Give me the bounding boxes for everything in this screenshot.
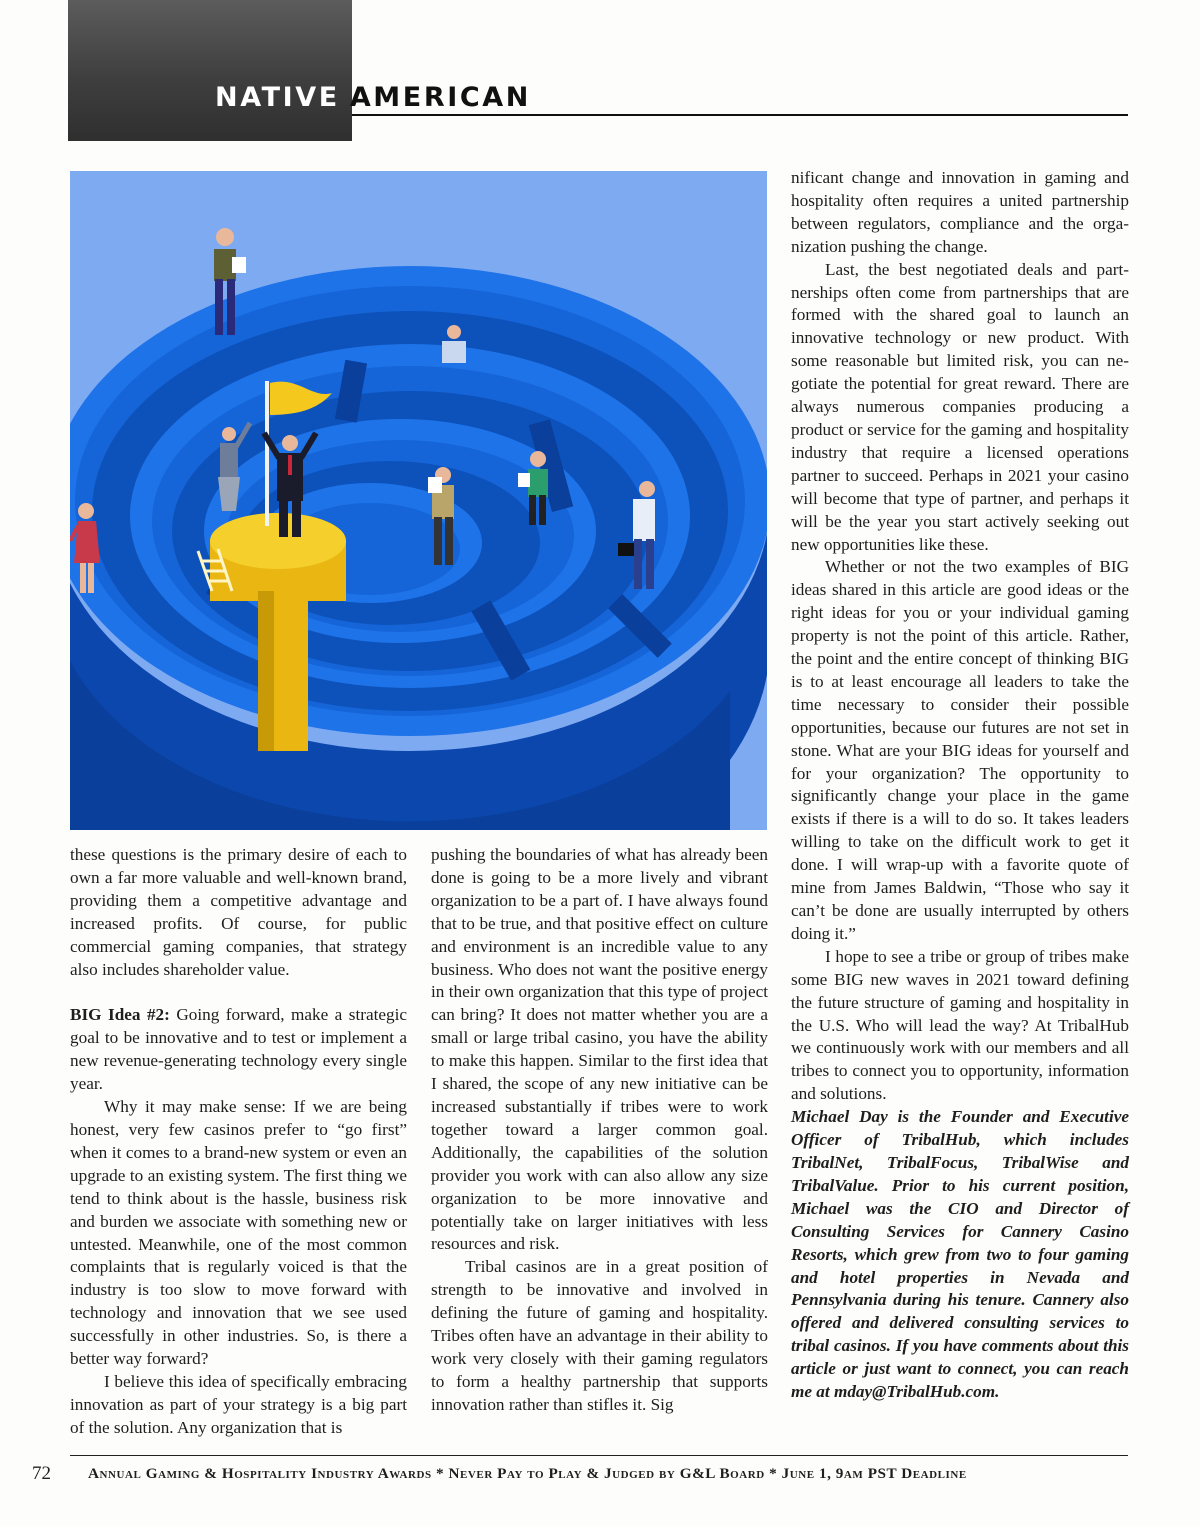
article-paragraph: these questions is the primary desire of each to own a far more valuable and well-known brand, providing them a competitive advantage and increased profits. Of course, for public commercial gaming companies, that strategy also includes shareholder value. — [70, 845, 407, 979]
article-paragraph: I believe this idea of specifically embracing innovation as part of your strategy is a big part of the solution. Any organization that is — [70, 1371, 407, 1437]
podium-stem-shadow — [258, 591, 274, 751]
maze-illustration — [70, 171, 767, 830]
article-paragraph-big-idea-2 — [70, 1004, 407, 1096]
title-underline — [352, 114, 1128, 116]
page-number: 72 — [32, 1463, 51, 1484]
section-title — [215, 82, 531, 116]
footer-banner-text: Annual Gaming & Hospitality Industry Awards * Never Pay to Play & Judged by G&L Board * June 1, 9am PST Deadline — [88, 1465, 967, 1482]
article-paragraph: I hope to see a tribe or group of tribes make some BIG new waves in 2021 toward defining the future structure of gaming and hospitality in the U.S. Who will lead the way? At TribalHub we continuously work with our members and all tribes to connect you to opportunity, information and solutions. — [791, 946, 1129, 1104]
header-gray-block — [68, 0, 352, 141]
article-paragraph: nificant change and innovation in gaming and hospitality often requires a united partnership between regulators, compliance and the organization pushing the change. — [791, 168, 1129, 256]
author-bio: Michael Day is the Founder and Executive Officer of TribalHub, which includes TribalNet, TribalFocus, TribalWise and TribalValue. Prior to his current position, Michael was the CIO and Director of Consulting Services for Cannery Casino Resorts, which grew from two to four gaming and hotel properties in Nevada and Pennsylvania during his tenure. Cannery also offered and delivered consulting services to tribal casinos. If you have comments about this article or just want to connect, you can reach me at mday@TribalHub.com. — [791, 1107, 1129, 1402]
section-title-word-american: AMERICAN — [349, 82, 531, 113]
article-paragraph: pushing the boundaries of what has already been done is going to be a more lively and vibrant organization to be a part of. I have always found that to be true, and that positive effect on culture and environment is an incredible value to any business. Who does not want the positive energy in their own organization that this type of project can bring? It does not matter whether you are a small or large tribal casino, you have the ability to make this happen. Similar to the first idea that I shared, the scope of any new initiative can be increased substantially if tribes were to work together toward a larger common goal. Additionally, the capabilities of the solution provider you work with can also allow any size organization to be more innovative and potentially take on larger initiatives with less resources and risk. — [431, 845, 768, 1254]
maze-illustration-graphic — [70, 171, 767, 830]
article-column-2 — [431, 844, 768, 1417]
section-title-word-native: NATIVE — [215, 82, 340, 113]
big-idea-label: BIG Idea #2: — [70, 1005, 170, 1025]
article-paragraph: Whether or not the two examples of BIG ideas shared in this article are good ideas or the right ideas for you or your individual gaming property is not the point of this article. Rather, the point and the entire concept of thinking BIG is to at least encourage all leaders to take the time necessary to consider their possible opportunities, because our futures are not set in stone. What are your BIG ideas for yourself and for your organization? The opportunity to significantly change your place in the game exists if there is a will to do so. It takes leaders willing to take on the difficult work to get it done. I will wrap-up with a favorite quote of mine from James Baldwin, “Those who say it can’t be done are usually interrupted by others doing it.” — [791, 557, 1129, 943]
article-paragraph: Tribal casinos are in a great position of strength to be innovative and involved in defining the future of gaming and hospitality. Tribes often have an advantage in their ability to work very closely with their gaming regulators to form a healthy partnership that supports innovation rather than stifles it. Sig — [431, 1257, 768, 1414]
footer-rule — [70, 1455, 1128, 1456]
article-column-3 — [791, 167, 1129, 1404]
podium-top — [210, 513, 346, 569]
big-idea-text: Going forward, make a strategic goal to be innovative and to test or implement a new revenue-generating technology every single year. — [70, 1005, 408, 1094]
article-paragraph: Last, the best negotiated deals and partnerships often come from partnerships that are formed with the shared goal to launch an innovative technology or new product. With some reasonable but limited risk, you can negotiate the potential for great reward. There are always numerous companies producing a product or service for the gaming and hospitality industry that require a licensed operations partner to succeed. Perhaps in 2021 your casino will become that type of partner, and perhaps it will be the year you start actively seeking out new opportunities like these. — [791, 259, 1129, 554]
article-paragraph: Why it may make sense: If we are being honest, very few casinos prefer to “go first” when it comes to a brand-new system or even an upgrade to an existing system. The first thing we tend to think about is the hassle, business risk and burden we associate with something new or untested. Meanwhile, one of the most common complaints that is regularly voiced is that the industry is too slow to move forward with technology and innovation that we see used successfully in other industries. So, is there a better way forward? — [70, 1097, 407, 1369]
article-column-1 — [70, 844, 407, 1440]
